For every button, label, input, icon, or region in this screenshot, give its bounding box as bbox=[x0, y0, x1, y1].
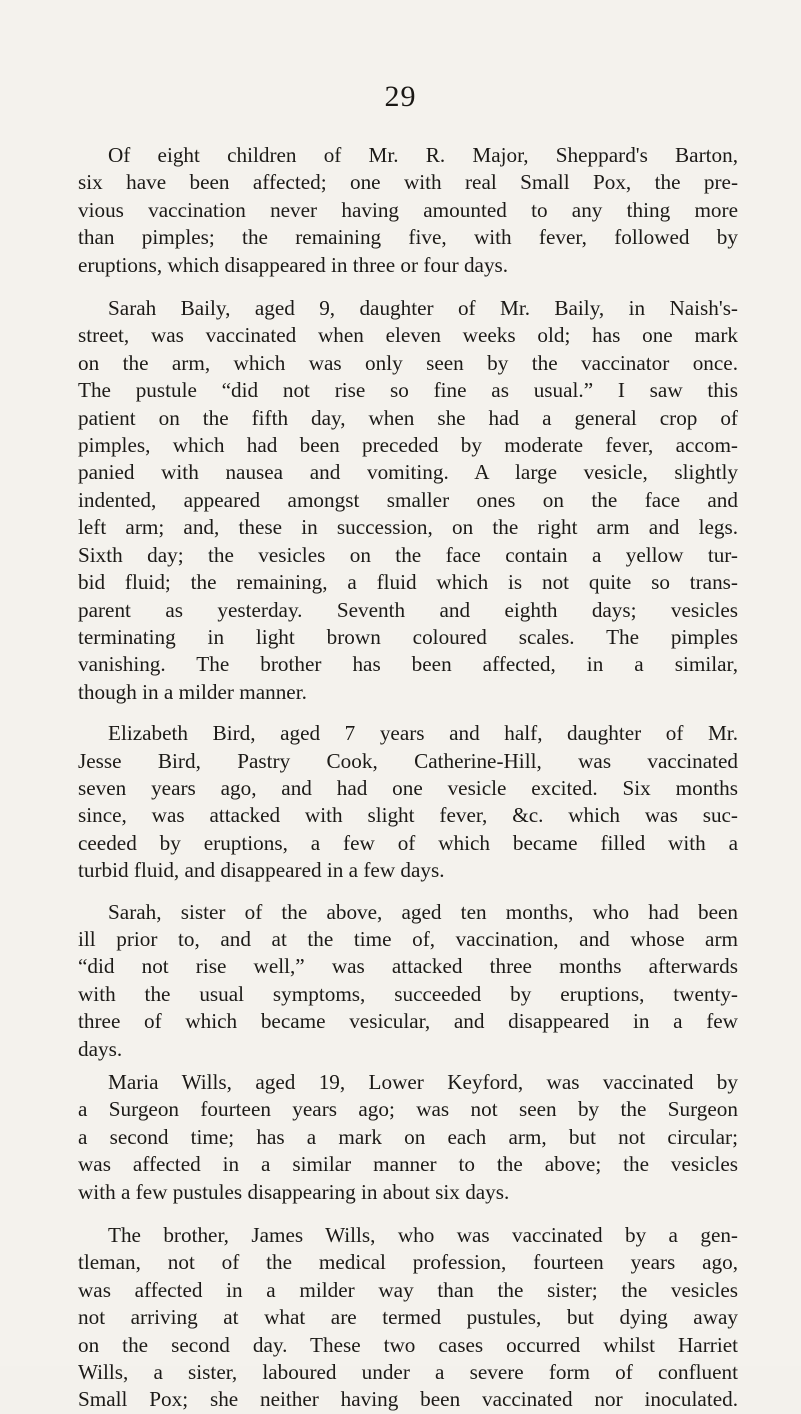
text-line: Sarah, sister of the above, aged ten months, who had been bbox=[108, 899, 738, 924]
text-line: with the usual symptoms, succeeded by eruptions, twenty- bbox=[78, 981, 738, 1006]
text-line: vanishing. The brother has been affected, in a similar, bbox=[78, 652, 738, 677]
text-line: Sarah Baily, aged 9, daughter of Mr. Baily, in Naish's- bbox=[108, 296, 738, 321]
text-line: The brother, James Wills, who was vaccinated by a gen- bbox=[108, 1223, 738, 1248]
text-line: left arm; and, these in succession, on the right arm and legs. bbox=[78, 515, 738, 540]
text-line: six have been affected; one with real Small Pox, the pre- bbox=[78, 170, 738, 195]
text-line: a second time; has a mark on each arm, but not circular; bbox=[78, 1124, 738, 1149]
text-line: though in a milder manner. bbox=[78, 679, 307, 704]
text-line: panied with nausea and vomiting. A large vesicle, slightly bbox=[78, 460, 738, 485]
text-line: vious vaccination never having amounted to any thing more bbox=[78, 197, 738, 222]
page-number: 29 bbox=[384, 80, 417, 113]
text-line: was affected in a similar manner to the above; the vesicles bbox=[78, 1152, 738, 1177]
text-line: since, was attacked with slight fever, &c. which was suc- bbox=[78, 803, 738, 828]
text-line: not arriving at what are termed pustules, but dying away bbox=[78, 1305, 738, 1330]
text-line: seven years ago, and had one vesicle excited. Six months bbox=[78, 775, 738, 800]
paragraph-maria-wills bbox=[78, 1069, 738, 1206]
text-line: than pimples; the remaining five, with fever, followed by bbox=[78, 225, 738, 250]
paragraph-major-children bbox=[78, 142, 738, 279]
text-line: a Surgeon fourteen years ago; was not seen by the Surgeon bbox=[78, 1097, 738, 1122]
text-line: “did not rise well,” was attacked three months afterwards bbox=[78, 954, 738, 979]
text-line: Maria Wills, aged 19, Lower Keyford, was vaccinated by bbox=[108, 1070, 738, 1094]
text-line: on the arm, which was only seen by the vaccinator once. bbox=[78, 350, 738, 375]
paragraph-elizabeth-bird bbox=[78, 720, 738, 884]
text-line: bid fluid; the remaining, a fluid which is not quite so trans- bbox=[78, 570, 738, 595]
text-line: with a few pustules disappearing in about six days. bbox=[78, 1179, 510, 1204]
text-line: Small Pox; she neither having been vaccinated nor inoculated. bbox=[78, 1387, 738, 1412]
text-line: indented, appeared amongst smaller ones on the face and bbox=[78, 487, 738, 512]
text-line: Jesse Bird, Pastry Cook, Catherine-Hill, was vaccinated bbox=[78, 748, 738, 773]
text-line: Sixth day; the vesicles on the face contain a yellow tur- bbox=[78, 542, 738, 567]
text-line: on the second day. These two cases occurred whilst Harriet bbox=[78, 1332, 738, 1357]
text-line: tleman, not of the medical profession, fourteen years ago, bbox=[78, 1250, 738, 1275]
text-line: ill prior to, and at the time of, vaccination, and whose arm bbox=[78, 926, 738, 951]
text-line: The pustule “did not rise so fine as usual.” I saw this bbox=[78, 378, 738, 403]
text-line: pimples, which had been preceded by moderate fever, accom- bbox=[78, 433, 738, 458]
text-line: Wills, a sister, laboured under a severe form of confluent bbox=[78, 1360, 738, 1385]
text-line: Elizabeth Bird, aged 7 years and half, daughter of Mr. bbox=[108, 721, 738, 746]
text-line: was affected in a milder way than the sister; the vesicles bbox=[78, 1277, 738, 1302]
paragraph-sarah-bird bbox=[78, 899, 738, 1063]
text-line: ceeded by eruptions, a few of which became filled with a bbox=[78, 830, 738, 855]
text-line: turbid fluid, and disappeared in a few days. bbox=[78, 858, 445, 883]
text-line: terminating in light brown coloured scales. The pimples bbox=[78, 624, 738, 649]
page-body bbox=[78, 142, 738, 1414]
text-line: parent as yesterday. Seventh and eighth days; vesicles bbox=[78, 597, 738, 622]
text-line: three of which became vesicular, and disappeared in a few bbox=[78, 1009, 738, 1034]
paragraph-james-wills bbox=[78, 1222, 738, 1414]
text-line: days. bbox=[78, 1036, 123, 1061]
paragraph-sarah-baily bbox=[78, 295, 738, 706]
text-line: Of eight children of Mr. R. Major, Sheppard's Barton, bbox=[108, 143, 738, 167]
text-line: street, was vaccinated when eleven weeks old; has one mark bbox=[78, 323, 738, 348]
text-line: eruptions, which disappeared in three or four days. bbox=[78, 252, 509, 277]
text-line: patient on the fifth day, when she had a general crop of bbox=[78, 405, 738, 430]
